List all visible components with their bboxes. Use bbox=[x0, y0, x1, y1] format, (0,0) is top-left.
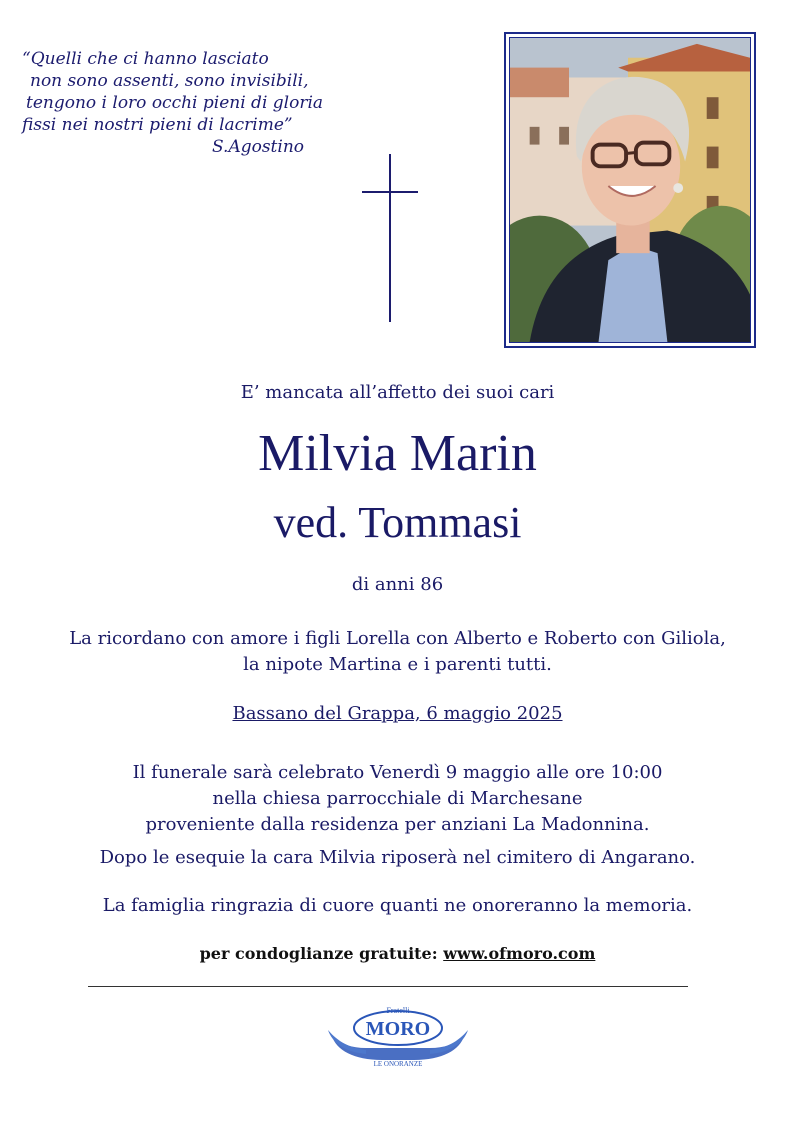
logo-top: Fratelli bbox=[386, 1006, 410, 1015]
condolences bbox=[0, 944, 795, 963]
thanks-text: La famiglia ringrazia di cuore quanti ne onoreranno la memoria. bbox=[102, 895, 693, 916]
funeral-line: nella chiesa parrocchiale di Marchesane bbox=[212, 788, 583, 809]
cross-icon bbox=[360, 152, 420, 324]
divider bbox=[88, 986, 688, 987]
condolences-link[interactable]: www.ofmoro.com bbox=[443, 944, 596, 963]
relatives-text bbox=[0, 626, 795, 678]
relatives-line: La ricordano con amore i figli Lorella con Alberto e Roberto con Giliola, bbox=[69, 628, 726, 649]
fratelli-moro-logo bbox=[326, 1002, 470, 1068]
quote-author: S.Agostino bbox=[212, 137, 305, 157]
age-text: di anni 86 bbox=[351, 574, 444, 595]
quote-line: fissi nei nostri pieni di lacrime” bbox=[22, 115, 293, 135]
quote-line: “Quelli che ci hanno lasciato bbox=[22, 49, 269, 69]
burial-text: Dopo le esequie la cara Milvia riposerà nel cimitero di Angarano. bbox=[99, 847, 696, 868]
logo-bottom: LE ONORANZE bbox=[373, 1060, 423, 1068]
portrait-frame bbox=[504, 32, 756, 348]
funeral-info bbox=[0, 760, 795, 838]
deceased-name: Milvia Marin bbox=[258, 425, 537, 482]
quote-line: tengono i loro occhi pieni di gloria bbox=[26, 93, 324, 113]
place-date bbox=[0, 703, 795, 724]
condolences-label: per condoglianze gratuite: bbox=[199, 944, 444, 963]
intro-text: E’ mancata all’affetto dei suoi cari bbox=[240, 382, 555, 403]
portrait-photo bbox=[509, 37, 751, 343]
epigraph-quote bbox=[22, 48, 352, 158]
place-date-text: Bassano del Grappa, 6 maggio 2025 bbox=[232, 703, 563, 724]
logo-main: MORO bbox=[365, 1018, 431, 1040]
funeral-line: Il funerale sarà celebrato Venerdì 9 maggio alle ore 10:00 bbox=[132, 762, 663, 783]
widow-of: ved. Tommasi bbox=[273, 498, 522, 547]
relatives-line: la nipote Martina e i parenti tutti. bbox=[243, 654, 552, 675]
funeral-line: proveniente dalla residenza per anziani La Madonnina. bbox=[145, 814, 650, 835]
quote-line: non sono assenti, sono invisibili, bbox=[30, 71, 309, 91]
